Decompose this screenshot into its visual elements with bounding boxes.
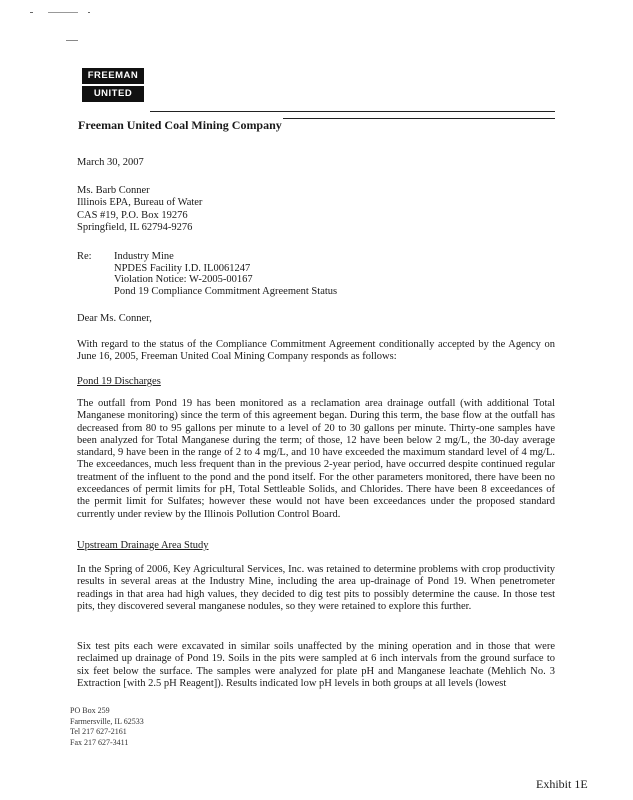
- scan-speck: [30, 12, 33, 13]
- letterhead-rule-lower: [283, 118, 555, 119]
- re-label: Re:: [77, 251, 92, 262]
- section-heading-pond19: Pond 19 Discharges: [77, 376, 161, 387]
- company-name: Freeman United Coal Mining Company: [78, 118, 282, 132]
- company-logo: [82, 68, 144, 102]
- re-line: Violation Notice: W-2005-00167: [114, 274, 253, 286]
- upstream-paragraph-2: Six test pits each were excavated in similar soils unaffected by the mining operation and in those that were reclaimed up drainage of Pond 19. Soils in the pits were sampled at 6 inch intervals from the ground surface to six feet below the surface. The samples were analyzed for plate pH and Manganese leachate (Mehlich No. 3 Extraction [with 2.5 pH Reagent]). Results indicated low pH levels in both groups at all levels (lowest: [77, 641, 555, 689]
- salutation: Dear Ms. Conner,: [77, 313, 152, 324]
- recipient-name: Ms. Barb Conner: [77, 185, 150, 196]
- footer-line: PO Box 259: [70, 706, 110, 715]
- footer-address: [70, 706, 144, 748]
- logo-top-text: FREEMAN: [82, 68, 144, 84]
- footer-line: Farmersville, IL 62533: [70, 716, 144, 726]
- re-subject: [114, 251, 337, 298]
- recipient-box: CAS #19, P.O. Box 19276: [77, 209, 188, 221]
- scan-speck: [88, 12, 90, 13]
- pond19-paragraph: The outfall from Pond 19 has been monitored as a reclamation area drainage outfall (with additional Total Manganese monitoring) since the term of this agreement began. During this term, the base flow at the outfall has decreased from 80 to 95 gallons per minute to a level of 20 to 30 gallons per minute. Thirty-one samples have been analyzed for Total Manganese during the term; of those, 12 have been below 2 mg/L, the 30-day average standard, 9 have been in the range of 2 to 4 mg/L, and 10 have exceeded the maximum standard level of 4 mg/L. The exceedances, much less frequent than in the previous 2-year period, have occurred despite continued regular treatment of the influent to the pond and the pond itself. For the other parameters monitored, there have been no exceedances of permit limits for pH, Total Settleable Solids, and Chlorides. There have been 8 exceedances of the permit limit for Sulfates; however these would not have been exceedances under the proposed standard currently under review by the Illinois Pollution Control Board.: [77, 398, 555, 520]
- re-line: Pond 19 Compliance Commitment Agreement Status: [114, 286, 338, 298]
- letterhead-rule-upper: [150, 111, 555, 112]
- recipient-address: [77, 185, 202, 234]
- intro-paragraph: With regard to the status of the Compliance Commitment Agreement conditionally accepted by the Agency on June 16, 2005, Freeman United Coal Mining Company responds as follows:: [77, 339, 555, 363]
- letter-date: March 30, 2007: [77, 157, 144, 168]
- re-line: NPDES Facility I.D. IL0061247: [114, 262, 251, 274]
- scan-speck: [66, 40, 78, 41]
- scan-speck: [48, 12, 78, 13]
- footer-line: Fax 217 627-3411: [70, 737, 129, 747]
- recipient-city: Springfield, IL 62794-9276: [77, 221, 193, 233]
- re-line: Industry Mine: [114, 251, 174, 262]
- recipient-agency: Illinois EPA, Bureau of Water: [77, 197, 203, 209]
- section-heading-upstream: Upstream Drainage Area Study: [77, 540, 209, 551]
- logo-bottom-text: UNITED: [82, 86, 144, 102]
- footer-line: Tel 217 627-2161: [70, 727, 127, 737]
- exhibit-label: Exhibit 1E: [536, 777, 588, 791]
- upstream-paragraph-1: In the Spring of 2006, Key Agricultural Services, Inc. was retained to determine problems with crop productivity results in several areas at the Industry Mine, including the area up-drainage of Pond 19. When penetrometer readings in that area had high values, they decided to dig test pits to possibly determine the cause. In those test pits, they discovered several manganese nodules, so they were retained to explore this further.: [77, 564, 555, 612]
